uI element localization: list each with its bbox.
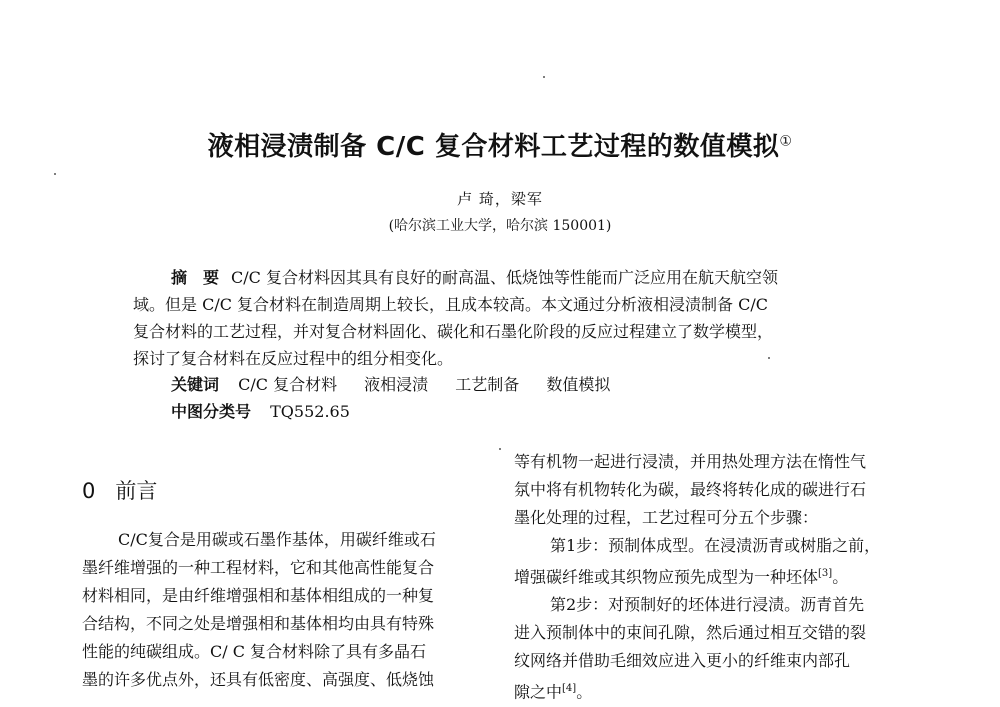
keyword-item: 数值模拟 [546,375,611,394]
body-line: 材料相同，是由纤维增强相和基体相组成的一种复 [82,586,435,605]
abstract-line: 复合材料的工艺过程，并对复合材料固化、碳化和石墨化阶段的反应过程建立了数学模型， [133,322,774,341]
paper-title [0,126,1000,163]
body-line: 墨化处理的过程，工艺过程可分五个步骤： [514,508,819,527]
scan-speck [54,173,56,175]
body-line: 墨纤维增强的一种工程材料，它和其他高性能复合 [82,558,435,577]
body-line: 合结构，不同之处是增强相和基体相均由具有特殊 [82,614,435,633]
citation-ref: [4] [562,683,577,695]
body-line: 等有机物一起进行浸渍，并用热处理方法在惰性气 [514,452,867,471]
classification-code: TQ552.65 [270,402,350,421]
body-line: 墨的许多优点外，还具有低密度、高强度、低烧蚀 [82,670,435,689]
scan-speck [499,448,501,450]
paper-title-text: 液相浸渍制备 C/C 复合材料工艺过程的数值模拟 [207,132,780,162]
keyword-item: 液相浸渍 [364,375,429,394]
scan-speck [768,357,770,359]
abstract-text: C/C 复合材料因其具有良好的耐高温、低烧蚀等性能而广泛应用在航天航空领 [231,268,778,287]
affiliation: (哈尔滨工业大学，哈尔滨 150001) [388,218,612,234]
body-line: C/C复合是用碳或石墨作基体，用碳纤维或石 [118,530,436,549]
author-list: 卢 琦，梁军 [457,190,543,208]
abstract-label: 摘 要 [171,268,220,287]
section-number: 0 [82,479,96,503]
abstract-line [133,264,865,291]
body-line-text: 隙之中 [514,682,563,702]
body-line: 纹网络并借助毛细效应进入更小的纤维束内部孔 [514,651,851,671]
left-column-text [82,526,480,694]
title-footnote-mark: ① [779,133,793,150]
section-title: 前言 [115,479,158,503]
body-line [514,560,914,591]
body-line: 氛中将有机物转化为碳，最终将转化成的碳进行石 [514,480,867,499]
classification-label: 中图分类号 [171,402,252,421]
body-line: 第2步：对预制好的坯体进行浸渍。沥青首先 [550,595,865,615]
abstract-block [133,264,865,372]
body-line-punct: 。 [576,682,593,702]
abstract-line: 探讨了复合材料在反应过程中的组分相变化。 [133,349,454,368]
scan-speck [543,76,545,78]
body-line: 进入预制体中的束间孔隙，然后通过相互交错的裂 [514,623,867,643]
body-line: 第1步：预制体成型。在浸渍沥青或树脂之前， [550,536,881,555]
keywords-row [171,372,632,395]
classification-row [171,399,350,422]
right-column-text [514,448,914,707]
body-line-punct: 。 [832,567,849,587]
body-line-text: 增强碳纤维或其织物应预先成型为一种坯体 [514,567,819,587]
keyword-item: C/C 复合材料 [238,375,338,394]
body-line [514,675,914,706]
body-line: 性能的纯碳组成。C/ C 复合材料除了具有多晶石 [82,642,427,661]
section-heading [82,475,157,505]
keyword-item: 工艺制备 [455,375,520,394]
keywords-label: 关键词 [171,375,220,394]
citation-ref: [3] [818,568,833,579]
abstract-line: 域。但是 C/C 复合材料在制造周期上较长，且成本较高。本文通过分析液相浸渍制备 C/C [133,295,769,314]
